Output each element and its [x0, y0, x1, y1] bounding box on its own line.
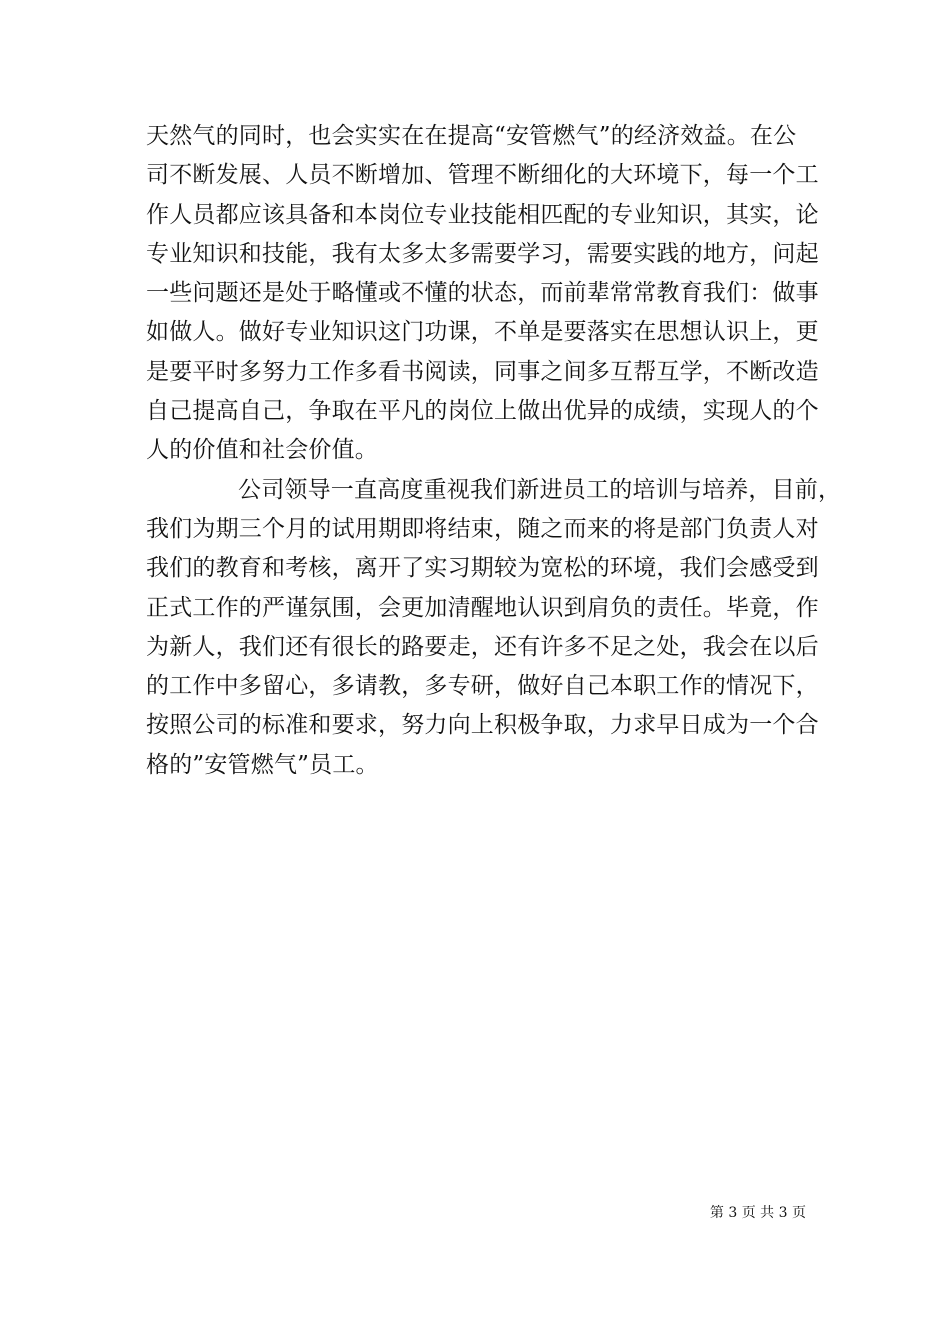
paragraph-line: 是要平时多努力工作多看书阅读，同事之间多互帮互学，不断改造 — [146, 358, 819, 385]
paragraph-line: 按照公司的标准和要求，努力向上积极争取，力求早日成为一个合 — [146, 712, 819, 739]
paragraph-2 — [146, 471, 842, 785]
paragraph-line: 作人员都应该具备和本岗位专业技能相匹配的专业知识，其实，论 — [146, 201, 819, 228]
paragraph-line: 如做人。做好专业知识这门功课，不单是要落实在思想认识上，更 — [146, 319, 819, 346]
paragraph-line: 为新人，我们还有很长的路要走，还有许多不足之处，我会在以后 — [146, 633, 819, 660]
paragraph-line: 天然气的同时，也会实实在在提高“安管燃气”的经济效益。在公 — [146, 123, 797, 149]
paragraph-line: 人的价值和社会价值。 — [146, 437, 378, 464]
paragraph-line: 我们的教育和考核，离开了实习期较为宽松的环境，我们会感受到 — [146, 555, 819, 582]
paragraph-line: 格的”安管燃气”员工。 — [146, 751, 379, 778]
document-body — [146, 117, 842, 785]
paragraph-line: 司不断发展、人员不断增加、管理不断细化的大环境下，每一个工 — [146, 162, 819, 189]
paragraph-line: 公司领导一直高度重视我们新进员工的培训与培养，目前， — [238, 476, 842, 503]
paragraph-line: 我们为期三个月的试用期即将结束，随之而来的将是部门负责人对 — [146, 515, 819, 542]
paragraph-1 — [146, 117, 836, 471]
paragraph-line: 的工作中多留心，多请教，多专研，做好自己本职工作的情况下， — [146, 673, 819, 700]
paragraph-line: 专业知识和技能，我有太多太多需要学习，需要实践的地方，问起 — [146, 240, 819, 267]
page-number: 第 3 页 共 3 页 — [709, 1205, 806, 1221]
paragraph-line: 一些问题还是处于略懂或不懂的状态，而前辈常常教育我们：做事 — [146, 280, 819, 307]
paragraph-line: 正式工作的严谨氛围，会更加清醒地认识到肩负的责任。毕竟，作 — [146, 594, 819, 621]
paragraph-line: 自己提高自己，争取在平凡的岗位上做出优异的成绩，实现人的个 — [146, 398, 819, 425]
